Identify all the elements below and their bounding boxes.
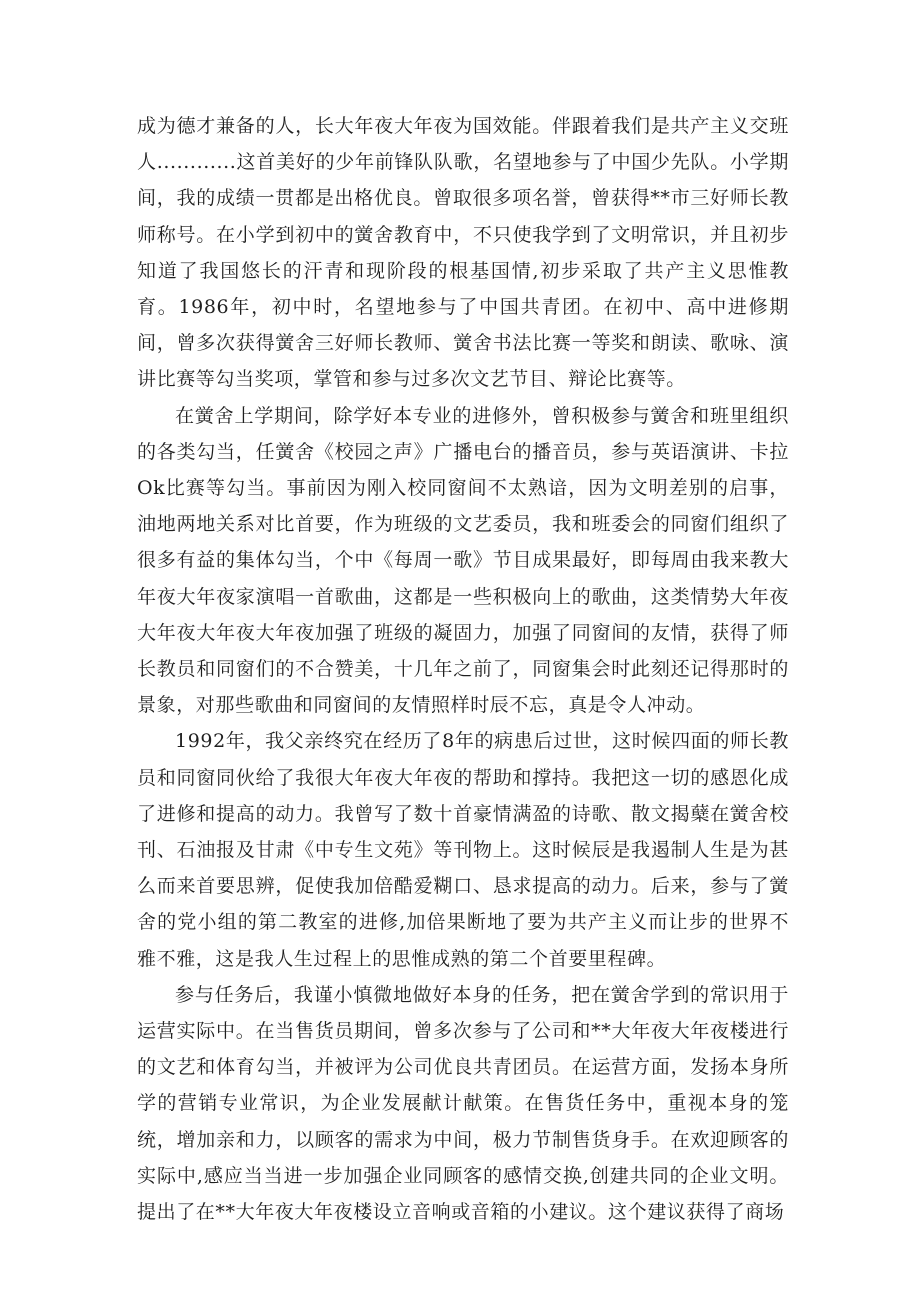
paragraph-4: 参与任务后，我谨小慎微地做好本身的任务，把在黉舍学到的常识用于运营实际中。在当售货员期间，曾多次参与了公司和**大年夜大年夜楼进行的文艺和体育勾当，并被评为公司优良共青团员。在运营方面，发扬本身所学的营销专业常识，为企业发展献计献策。在售货任务中，重视本身的笼统，增加亲和力，以顾客的需求为中间，极力节制售货身手。在欢迎顾客的实际中,感应当当进一步加强企业同顾客的感情交换,创建共同的企业文明。提出了在**大年夜大年夜楼设立音响或音箱的小建议。这个建议获得了商场 [137, 983, 789, 1224]
paragraph-2: 在黉舍上学期间，除学好本专业的进修外，曾积极参与黉舍和班里组织的各类勾当，任黉舍《校园之声》广播电台的播音员，参与英语演讲、卡拉Ok比赛等勾当。事前因为刚入校同窗间不太熟谙，因为文明差别的启事，油地两地关系对比首要，作为班级的文艺委员，我和班委会的同窗们组织了很多有益的集体勾当，个中《每周一歌》节目成果最好，即每周由我来教大年夜大年夜家演唱一首歌曲，这都是一些积极向上的歌曲，这类情势大年夜大年夜大年夜大年夜加强了班级的凝固力，加强了同窗间的友情，获得了师长教员和同窗们的不合赞美，十几年之前了，同窗集会时此刻还记得那时的景象，对那些歌曲和同窗间的友情照样时辰不忘，真是令人冲动。 [137, 404, 789, 717]
document-body [137, 108, 789, 1230]
paragraph-3: 1992年，我父亲终究在经历了8年的病患后过世，这时候四面的师长教员和同窗同伙给了我很大年夜大年夜的帮助和撑持。我把这一切的感恩化成了进修和提高的动力。我曾写了数十首豪情满盈的诗歌、散文揭蘖在黉舍校刊、石油报及甘肃《中专生文苑》等刊物上。这时候辰是我遏制人生是为甚么而来首要思辨，促使我加倍酷爱糊口、恳求提高的动力。后来，参与了黉舍的党小组的第二教室的进修,加倍果断地了要为共产主义而让步的世界不雅不雅，这是我人生过程上的思惟成熟的第二个首要里程碑。 [137, 730, 789, 970]
paragraph-1: 成为德才兼备的人，长大年夜大年夜为国效能。伴跟着我们是共产主义交班人............这首美好的少年前锋队队歌，名望地参与了中国少先队。小学期间，我的成绩一贯都是出格优良。曾取很多项名誉，曾获得**市三好师长教师称号。在小学到初中的黉舍教育中，不只使我学到了文明常识，并且初步知道了我国悠长的汗青和现阶段的根基国情,初步采取了共产主义思惟教育。1986年，初中时，名望地参与了中国共青团。在初中、高中进修期间，曾多次获得黉舍三好师长教师、黉舍书法比赛一等奖和朗读、歌咏、演讲比赛等勾当奖项，掌管和参与过多次文艺节目、辩论比赛等。 [137, 115, 789, 391]
